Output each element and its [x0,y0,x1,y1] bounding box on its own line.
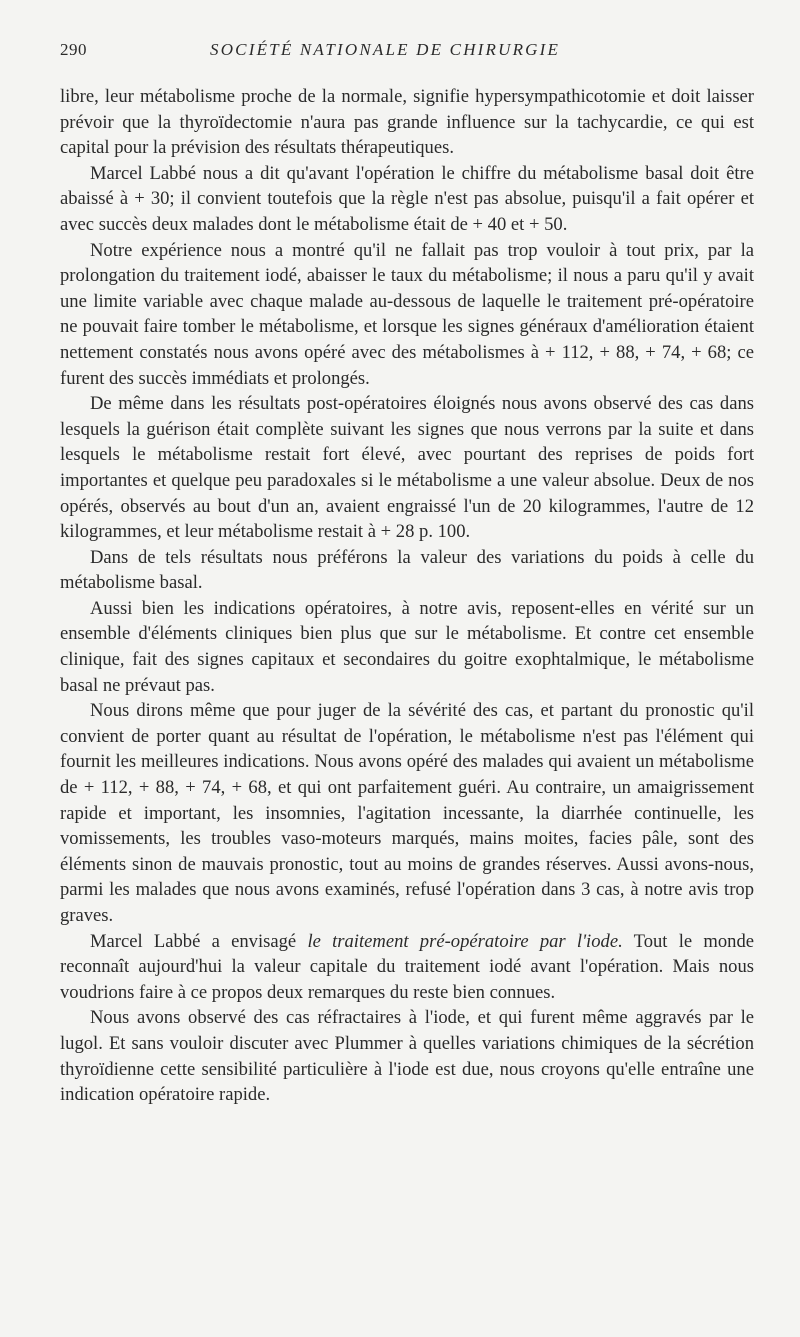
body-text [60,84,754,1108]
paragraph-continued: libre, leur métabolisme proche de la normale, signifie hypersympathicotomie et doit laisser prévoir que la thyroïdectomie n'aura pas grande influence sur la tachycardie, ce qui est capital pour la prévision des résultats thérapeutiques. [60,86,754,159]
paragraph-text: Marcel Labbé a envisagé [90,930,308,952]
running-head: SOCIÉTÉ NATIONALE DE CHIRURGIE [210,40,561,59]
paragraph: De même dans les résultats post-opératoires éloignés nous avons observé des cas dans lesquels la guérison était complète suivant les signes que nous verrons par la suite et dans lesquels le métabolisme restait fort élevé, avec pourtant des reprises de poids fort importantes et quelque peu paradoxales si le métabolisme a une valeur absolue. Deux de nos opérés, observés au bout d'un an, avaient engraissé l'un de 20 kilogrammes, l'autre de 12 kilogrammes, et leur métabolisme restait à + 28 p. 100. [60,393,754,543]
paragraph: Aussi bien les indications opératoires, à notre avis, reposent-elles en vérité sur un ensemble d'éléments cliniques bien plus que sur le métabolisme. Et contre cet ensemble clinique, fait des signes capitaux et secondaires du goitre exophtalmique, le métabolisme basal ne prévaut pas. [60,597,754,696]
paragraph: Dans de tels résultats nous préférons la valeur des variations du poids à celle du métabolisme basal. [60,546,754,594]
italic-title: le traitement pré-opératoire par l'iode. [307,930,623,952]
paragraph-text: Tout le monde reconnaît aujourd'hui la valeur capitale du traitement iodé avant l'opération. Mais nous voudrions faire à ce propos deux remarques du reste bien connues. [60,930,755,1003]
page-number: 290 [60,40,87,59]
paragraph: Notre expérience nous a montré qu'il ne fallait pas trop vouloir à tout prix, par la prolongation du traitement iodé, abaisser le taux du métabolisme; il nous a paru qu'il y avait une limite variable avec chaque malade au-dessous de laquelle le traitement pré-opératoire ne pouvait faire tomber le métabolisme, et lorsque les signes généraux d'amélioration étaient nettement constatés nous avons opéré avec des métabolismes à + 112, + 88, + 74, + 68; ce furent des succès immédiats et prolongés. [60,239,754,389]
paragraph [60,929,754,1006]
paragraph: Nous avons observé des cas réfractaires à l'iode, et qui furent même aggravés par le lugol. Et sans vouloir discuter avec Plummer à quelles variations chimiques de la sécrétion thyroïdienne cette sensibilité particulière à l'iode est due, nous croyons qu'elle entraîne une indication opératoire rapide. [60,1007,754,1106]
paragraph: Nous dirons même que pour juger de la sévérité des cas, et partant du pronostic qu'il convient de porter quant au résultat de l'opération, le métabolisme n'est pas l'élément qui fournit les meilleures indications. Nous avons opéré des malades qui avaient un métabolisme de + 112, + 88, + 74, + 68, et qui ont parfaitement guéri. Au contraire, un amaigrissement rapide et important, les insomnies, l'agitation incessante, la diarrhée continuelle, les vomissements, les troubles vaso-moteurs marqués, mains moites, facies pâle, sont des éléments sinon de mauvais pronostic, tout au moins de grandes réserves. Aussi avons-nous, parmi les malades que nous avons examinés, refusé l'opération dans 3 cas, à notre avis trop graves. [60,700,754,926]
page-header [60,40,740,64]
paragraph: Marcel Labbé nous a dit qu'avant l'opération le chiffre du métabolisme basal doit être abaissé à + 30; il convient toutefois que la règle n'est pas absolue, puisqu'il a fait opérer et avec succès deux malades dont le métabolisme était de + 40 et + 50. [60,162,754,235]
